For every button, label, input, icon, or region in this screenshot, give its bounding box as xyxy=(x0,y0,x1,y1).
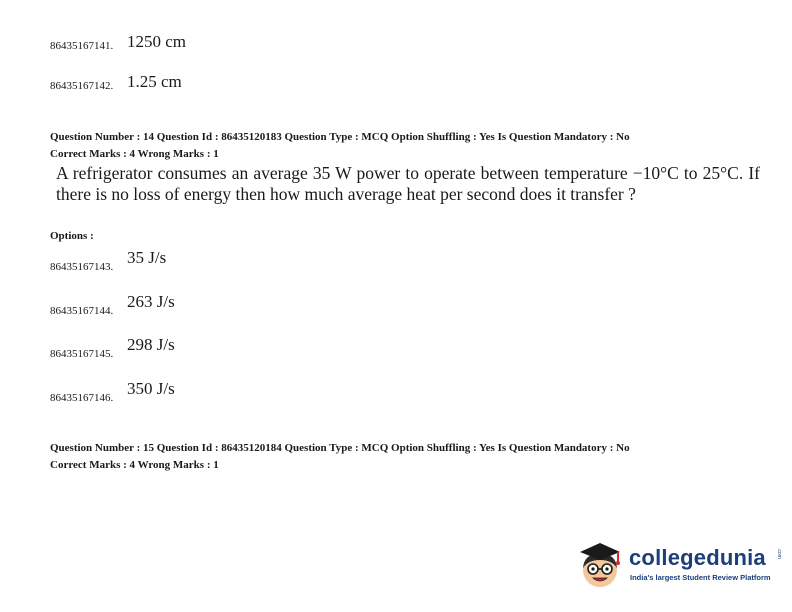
q15-meta-line-2: Correct Marks : 4 Wrong Marks : 1 xyxy=(50,459,219,471)
collegedunia-logo xyxy=(574,540,784,592)
option-id: 86435167146. xyxy=(50,392,114,404)
option-text: 298 J/s xyxy=(127,335,175,354)
option-text: 35 J/s xyxy=(127,248,167,267)
option-text: 350 J/s xyxy=(127,379,175,398)
q14-meta-line-2: Correct Marks : 4 Wrong Marks : 1 xyxy=(50,148,219,160)
option-id: 86435167141. xyxy=(50,40,114,52)
graduate-mascot-icon xyxy=(574,540,626,592)
option-id: 86435167145. xyxy=(50,348,114,360)
option-id: 86435167142. xyxy=(50,80,114,92)
q14-question-text: A refrigerator consumes an average 35 W power to operate between temperature −10°C to 25°C. If there is no loss of energy then how much average heat per second does it transfer ? xyxy=(56,163,760,204)
option-id: 86435167144. xyxy=(50,305,114,317)
option-text: 263 J/s xyxy=(127,292,175,311)
q15-meta-line-1: Question Number : 15 Question Id : 86435120184 Question Type : MCQ Option Shuffling : Yes Is Question Mandatory : No xyxy=(50,442,630,454)
option-id: 86435167143. xyxy=(50,261,114,273)
option-text: 1.25 cm xyxy=(127,72,182,91)
option-text: 1250 cm xyxy=(127,32,187,51)
logo-wordmark: collegedunia xyxy=(629,545,766,570)
logo-com: .com xyxy=(776,548,782,559)
q14-meta-line-1: Question Number : 14 Question Id : 86435120183 Question Type : MCQ Option Shuffling : Yes Is Question Mandatory : No xyxy=(50,131,630,143)
q14-options-label: Options : xyxy=(50,230,94,242)
logo-tagline: India's largest Student Review Platform xyxy=(630,573,771,582)
